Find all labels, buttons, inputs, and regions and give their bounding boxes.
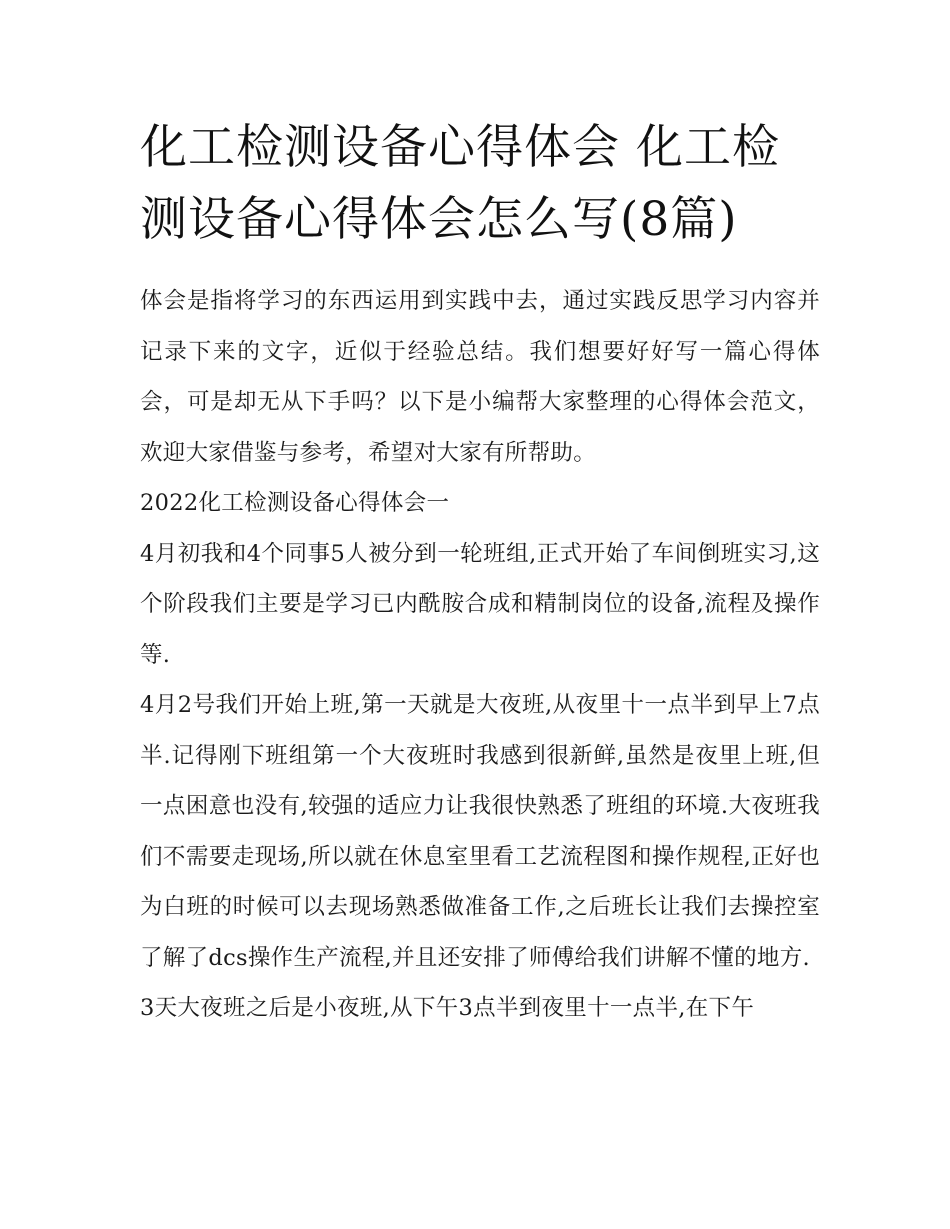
- intro-paragraph: 体会是指将学习的东西运用到实践中去，通过实践反思学习内容并记录下来的文字，近似于经验总结。我们想要好好写一篇心得体会，可是却无从下手吗？以下是小编帮大家整理的心得体会范文，欢迎大家借鉴与参考，希望对大家有所帮助。: [140, 288, 820, 466]
- body-paragraph: 4月初我和4个同事5人被分到一轮班组,正式开始了车间倒班实习,这个阶段我们主要是学习已内酰胺合成和精制岗位的设备,流程及操作等.: [140, 540, 820, 668]
- section-heading: 2022化工检测设备心得体会一: [140, 490, 450, 516]
- body-paragraph: 3天大夜班之后是小夜班,从下午3点半到夜里十一点半,在下午: [140, 995, 755, 1021]
- body-paragraph: 4月2号我们开始上班,第一天就是大夜班,从夜里十一点半到早上7点半.记得刚下班组第一个大夜班时我感到很新鲜,虽然是夜里上班,但一点困意也没有,较强的适应力让我很快熟悉了班组的环境.大夜班我们不需要走现场,所以就在休息室里看工艺流程图和操作规程,正好也为白班的时候可以去现场熟悉做准备工作,之后班长让我们去操控室了解了dcs操作生产流程,并且还安排了师傅给我们讲解不懂的地方.: [140, 692, 820, 971]
- document-body: [140, 112, 820, 1034]
- document-title: 化工检测设备心得体会 化工检测设备心得体会怎么写(8篇): [140, 120, 780, 247]
